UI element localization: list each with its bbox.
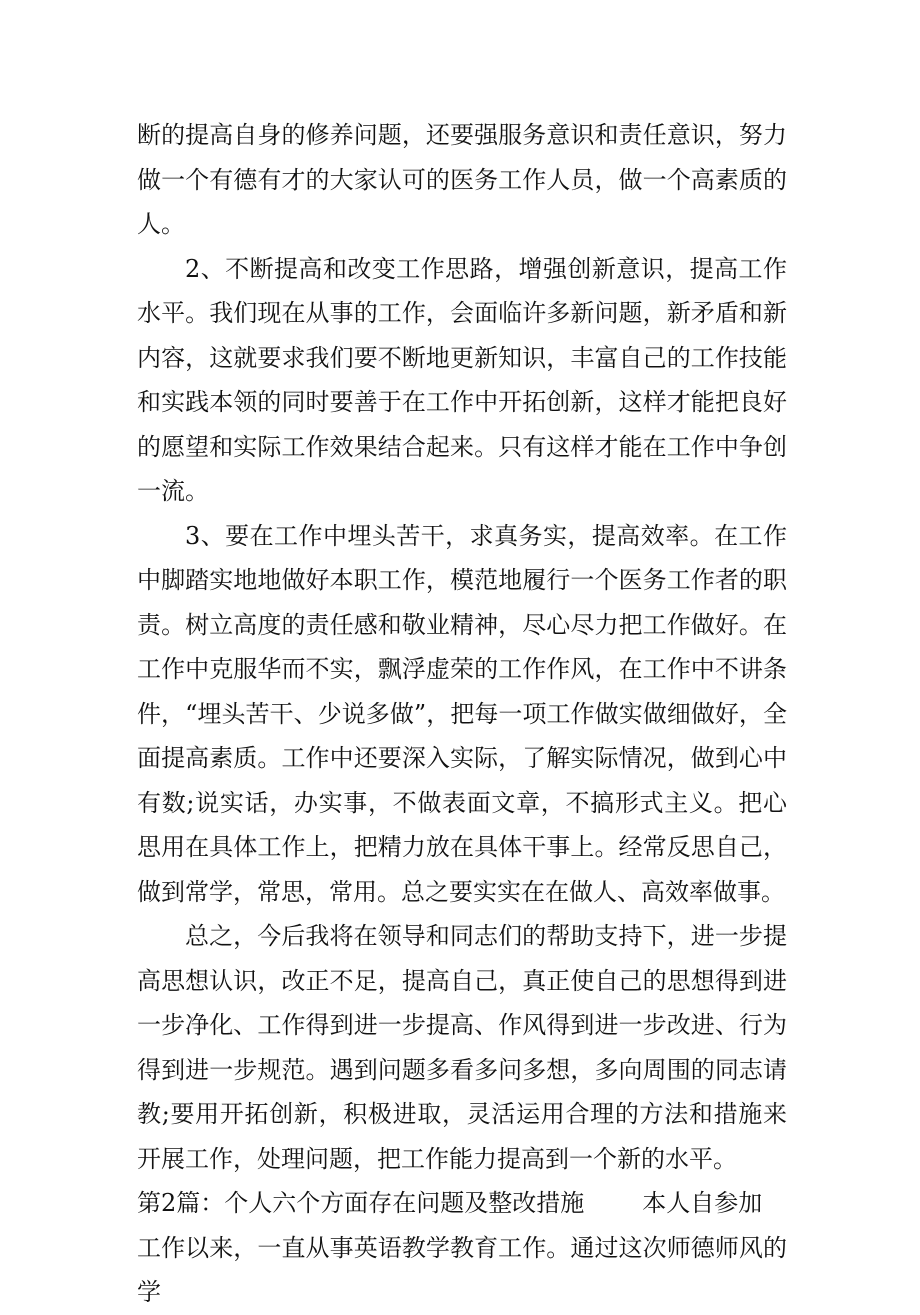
paragraph-summary: 总之，今后我将在领导和同志们的帮助支持下，进一步提高思想认识，改正不足，提高自己，真正使自己的思想得到进一步净化、工作得到进一步提高、作风得到进一步改进、行为得到进一步规范。遇到问题多看多问多想，多向周围的同志请教;要用开拓创新，积极进取，灵活运用合理的方法和措施来开展工作，处理问题，把工作能力提高到一个新的水平。: [137, 922, 787, 1173]
paragraph-point-3: 3、要在工作中埋头苦干，求真务实，提高效率。在工作中脚踏实地地做好本职工作，模范地履行一个医务工作者的职责。树立高度的责任感和敬业精神，尽心尽力把工作做好。在工作中克服华而不实，飘浮虚荣的工作作风，在工作中不讲条件，“埋头苦干、少说多做”，把每一项工作做实做细做好，全面提高素质。工作中还要深入实际，了解实际情况，做到心中有数;说实话，办实事，不做表面文章，不搞形式主义。把心思用在具体工作上，把精力放在具体干事上。经常反思自己，做到常学，常思，常用。总之要实实在在做人、高效率做事。: [137, 521, 787, 906]
section-lead-text: 本人自参加: [642, 1189, 763, 1217]
section-heading: 第2篇：个人六个方面存在问题及整改措施: [137, 1189, 585, 1217]
section-heading-line: [137, 1181, 787, 1226]
section-continuation: 工作以来，一直从事英语教学教育工作。通过这次师德师风的学: [137, 1233, 787, 1306]
paragraph-continuation: 断的提高自身的修养问题，还要强服务意识和责任意识，努力做一个有德有才的大家认可的医务工作人员，做一个高素质的人。: [137, 121, 787, 238]
document-body: [137, 113, 787, 1315]
paragraph-point-2: 2、不断提高和改变工作思路，增强创新意识，提高工作水平。我们现在从事的工作，会面临许多新问题，新矛盾和新内容，这就要求我们要不断地更新知识，丰富自己的工作技能和实践本领的同时要善于在工作中开拓创新，这样才能把良好的愿望和实际工作效果结合起来。只有这样才能在工作中争创一流。: [137, 254, 787, 505]
